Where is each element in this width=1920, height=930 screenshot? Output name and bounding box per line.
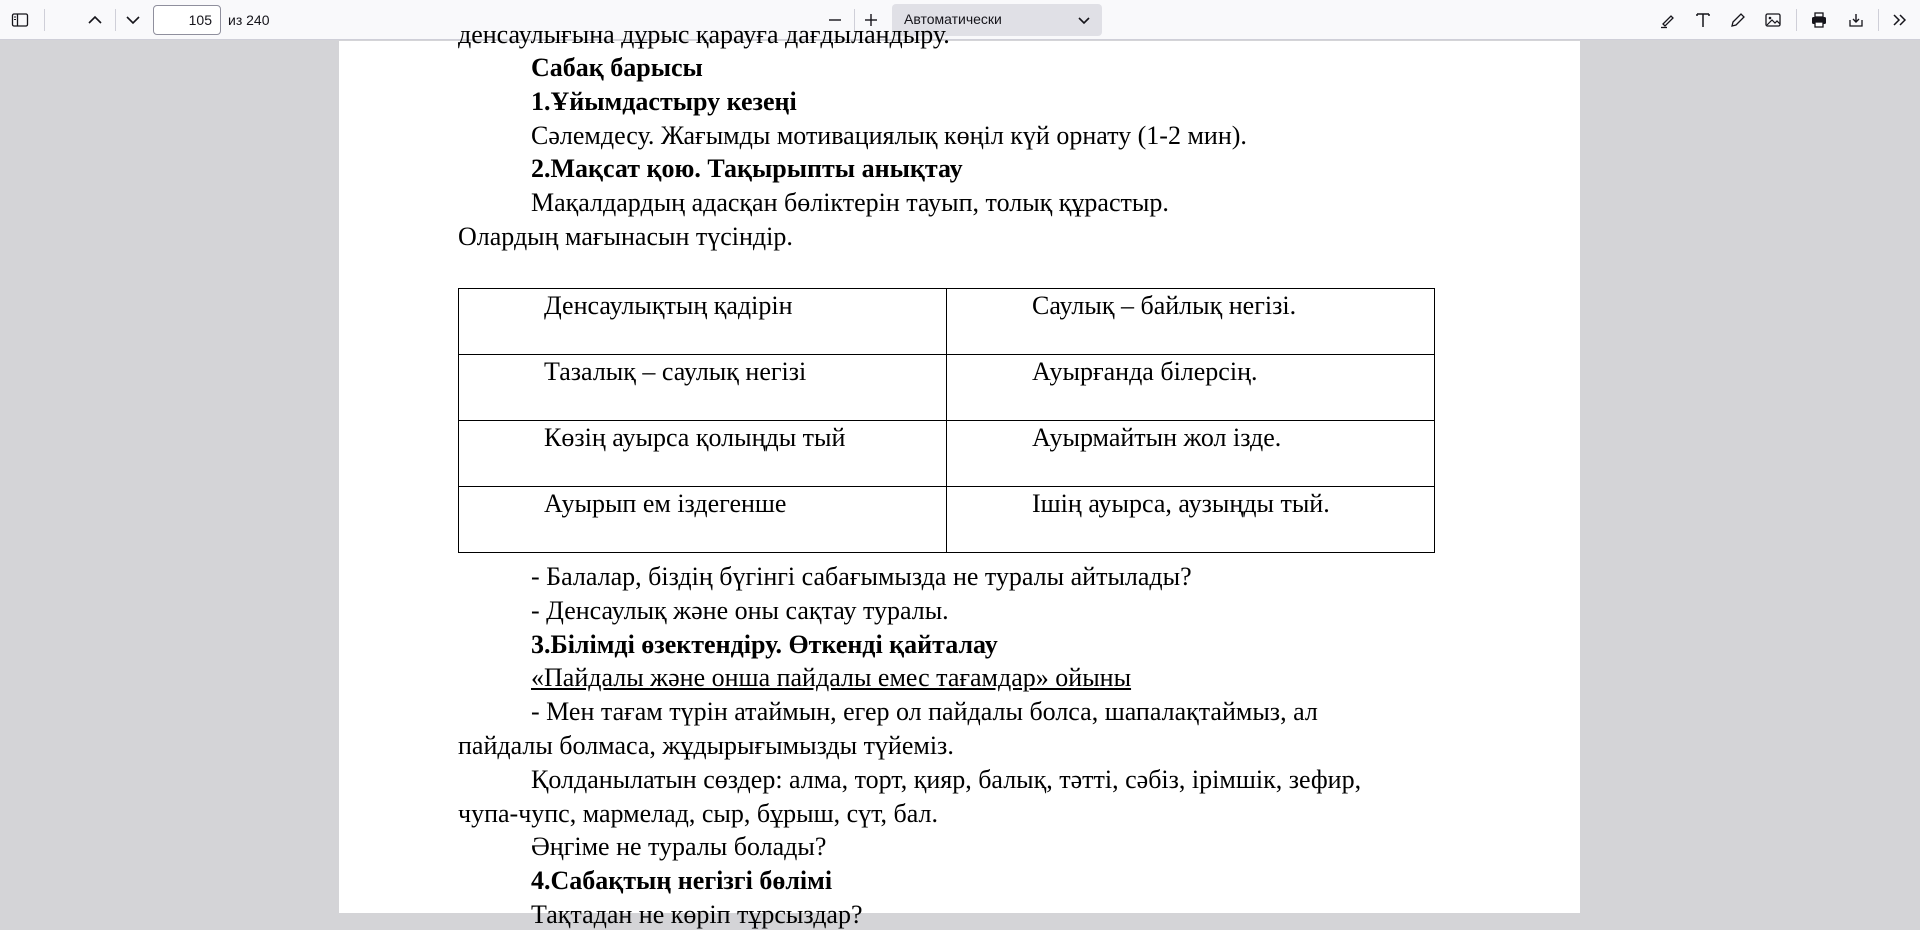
- table-cell: Саулық – байлық негізі.: [947, 289, 1435, 355]
- text-line: чупа-чупс, мармелад, сыр, бұрыш, сүт, бал.: [458, 799, 939, 828]
- previous-page-button[interactable]: [79, 4, 111, 36]
- add-image-button[interactable]: [1757, 4, 1789, 36]
- sidebar-toggle-button[interactable]: [4, 4, 36, 36]
- table-cell: Ауырмайтын жол ізде.: [947, 421, 1435, 487]
- table-cell: Көзің ауырса қолыңды тый: [459, 421, 947, 487]
- text-line: Олардың мағынасын түсіндір.: [458, 222, 793, 251]
- save-button[interactable]: [1840, 4, 1872, 36]
- image-icon: [1764, 11, 1782, 29]
- text-button[interactable]: [1687, 4, 1719, 36]
- text-line: Тақтадан не көріп тұрсыздар?: [531, 900, 863, 929]
- table-row: [459, 487, 1435, 553]
- page-number-input[interactable]: 105: [153, 5, 221, 35]
- heading-stage-4: 4.Сабақтың негізгі бөлімі: [531, 866, 833, 895]
- table-cell: Тазалық – саулық негізі: [459, 355, 947, 421]
- table-cell: Ішің ауырса, аузыңды тый.: [947, 487, 1435, 553]
- table-row: [459, 355, 1435, 421]
- sidebar-icon: [11, 11, 29, 29]
- pen-icon: [1729, 11, 1747, 29]
- text-line: пайдалы болмаса, жұдырығымызды түйеміз.: [458, 731, 954, 760]
- toolbar-separator: [1796, 9, 1797, 31]
- table-cell: Ауырып ем іздегенше: [459, 487, 947, 553]
- heading-stage-3: 3.Білімді өзектендіру. Өткенді қайталау: [531, 630, 998, 659]
- heading-stage-1: 1.Ұйымдастыру кезеңі: [531, 87, 797, 116]
- text-line: - Мен тағам түрін атаймын, егер ол пайдалы болса, шапалақтаймыз, ал: [531, 697, 1318, 726]
- print-button[interactable]: [1803, 4, 1835, 36]
- toolbar-separator: [115, 9, 116, 31]
- tools-menu-button[interactable]: [1883, 4, 1915, 36]
- highlighter-icon: [1659, 11, 1677, 29]
- double-chevron-right-icon: [1890, 11, 1908, 29]
- text-line: - Балалар, біздің бүгінгі сабағымызда не туралы айтылады?: [531, 562, 1192, 591]
- printer-icon: [1810, 11, 1828, 29]
- heading-lesson-flow: Сабақ барысы: [531, 53, 703, 82]
- table-cell: Ауырғанда білерсің.: [947, 355, 1435, 421]
- text-line: Мақалдардың адасқан бөліктерін тауып, толық құрастыр.: [531, 188, 1169, 217]
- zoom-select-value: Автоматически: [904, 11, 1002, 27]
- text-line: Сәлемдесу. Жағымды мотивациялық көңіл күй орнату (1-2 мин).: [531, 121, 1247, 150]
- toolbar-separator: [1878, 9, 1879, 31]
- text-line: Әңгіме не туралы болады?: [531, 832, 827, 861]
- game-title: «Пайдалы және онша пайдалы емес тағамдар» ойыны: [531, 663, 1132, 692]
- table-row: [459, 421, 1435, 487]
- chevron-down-icon: [124, 11, 142, 29]
- table-row: [459, 289, 1435, 355]
- chevron-up-icon: [86, 11, 104, 29]
- toolbar-separator: [44, 9, 45, 31]
- highlight-button[interactable]: [1652, 4, 1684, 36]
- text-line: - Денсаулық және оны сақтау туралы.: [531, 596, 949, 625]
- pdf-toolbar: [0, 0, 1920, 40]
- chevron-down-icon: [1076, 12, 1092, 28]
- draw-button[interactable]: [1722, 4, 1754, 36]
- next-page-button[interactable]: [117, 4, 149, 36]
- text-line: денсаулығына дұрыс қарауға дағдыландыру.: [458, 20, 950, 49]
- proverbs-table: [458, 288, 1435, 553]
- heading-stage-2: 2.Мақсат қою. Тақырыпты анықтау: [531, 154, 963, 183]
- text-icon: [1694, 11, 1712, 29]
- text-line: Қолданылатын сөздер: алма, торт, қияр, балық, тәтті, сәбіз, ірімшік, зефир,: [531, 765, 1362, 794]
- table-cell: Денсаулықтың қадірін: [459, 289, 947, 355]
- document-page: [339, 20, 1580, 929]
- page-count-label: из 240: [228, 12, 270, 28]
- download-icon: [1847, 11, 1865, 29]
